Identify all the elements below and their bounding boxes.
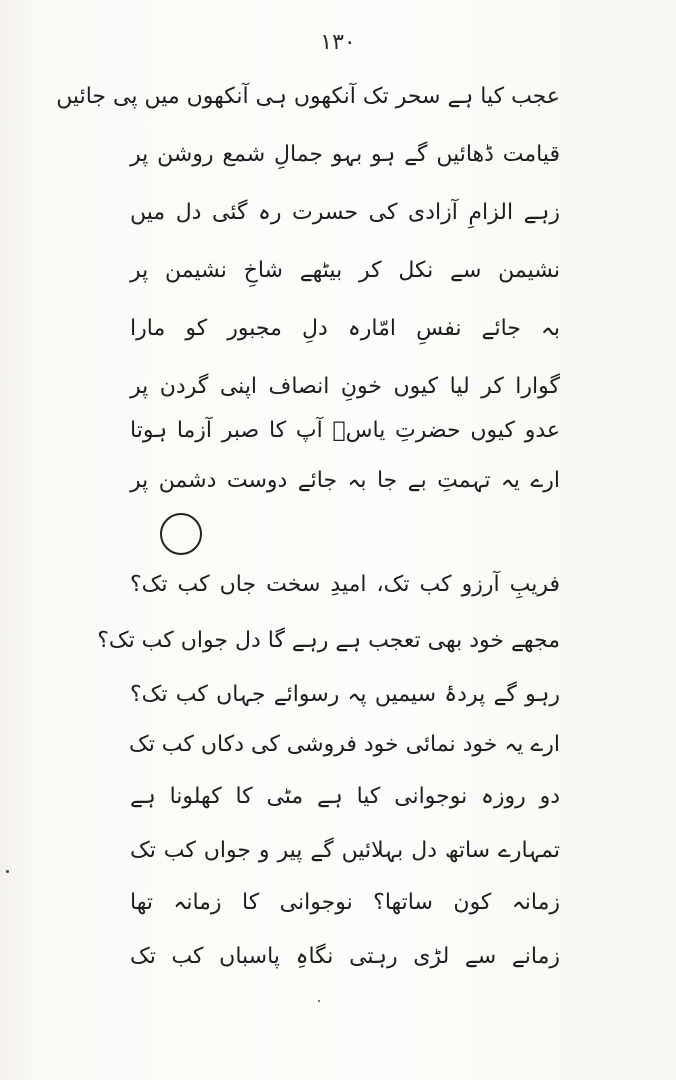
verse-line: گوارا کر لیا کیوں خونِ انصاف اپنی گردن پر	[130, 374, 560, 399]
verse-line: زہے الزامِ آزادی کی حسرت رہ گئی دل میں	[130, 200, 560, 225]
verse-line: بہ جائے نفسِ امّارہ دلِ مجبور کو مارا	[130, 316, 560, 341]
verse-line: نشیمن سے نکل کر بیٹھے شاخِ نشیمن پر	[130, 258, 560, 283]
verse-line: مجھے خود بھی تعجب ہے رہے گا دل جواں کب تک؟	[97, 628, 560, 653]
verse-line: عجب کیا ہے سحر تک آنکھوں ہی آنکھوں میں پی جائیں	[56, 84, 560, 109]
paper-speck	[6, 870, 9, 873]
verse-line: تمہارے ساتھ دل بہلائیں گے پیر و جواں کب تک	[130, 838, 560, 863]
verse-line: رہو گے پردۂ سیمیں پہ رسوائے جہاں کب تک؟	[130, 682, 560, 707]
verse-line: ارے یہ خود نمائی خود فروشی کی دکاں کب تک	[129, 732, 560, 757]
section-divider-circle	[160, 513, 202, 555]
verse-line: زمانہ کون ساتھا؟ نوجوانی کا زمانہ تھا	[130, 890, 560, 915]
verse-line: ارے یہ تہمتِ بے جا بہ جائے دوست دشمن پر	[130, 468, 560, 493]
page-number: ۱۳۰	[320, 30, 356, 55]
verse-line: عدو کیوں حضرتِ یاسؔ آپ کا صبر آزما ہوتا	[130, 418, 560, 443]
verse-line: فریبِ آرزو کب تک، امیدِ سخت جاں کب تک؟	[130, 572, 560, 597]
verse-line: دو روزہ نوجوانی کیا ہے مٹی کا کھلونا ہے	[130, 784, 560, 809]
verse-line: زمانے سے لڑی رہتی نگاہِ پاسباں کب تک	[130, 944, 560, 969]
verse-line: قیامت ڈھائیں گے ہو بہو جمالِ شمع روشن پر	[130, 142, 560, 167]
paper-speck	[318, 1000, 320, 1002]
